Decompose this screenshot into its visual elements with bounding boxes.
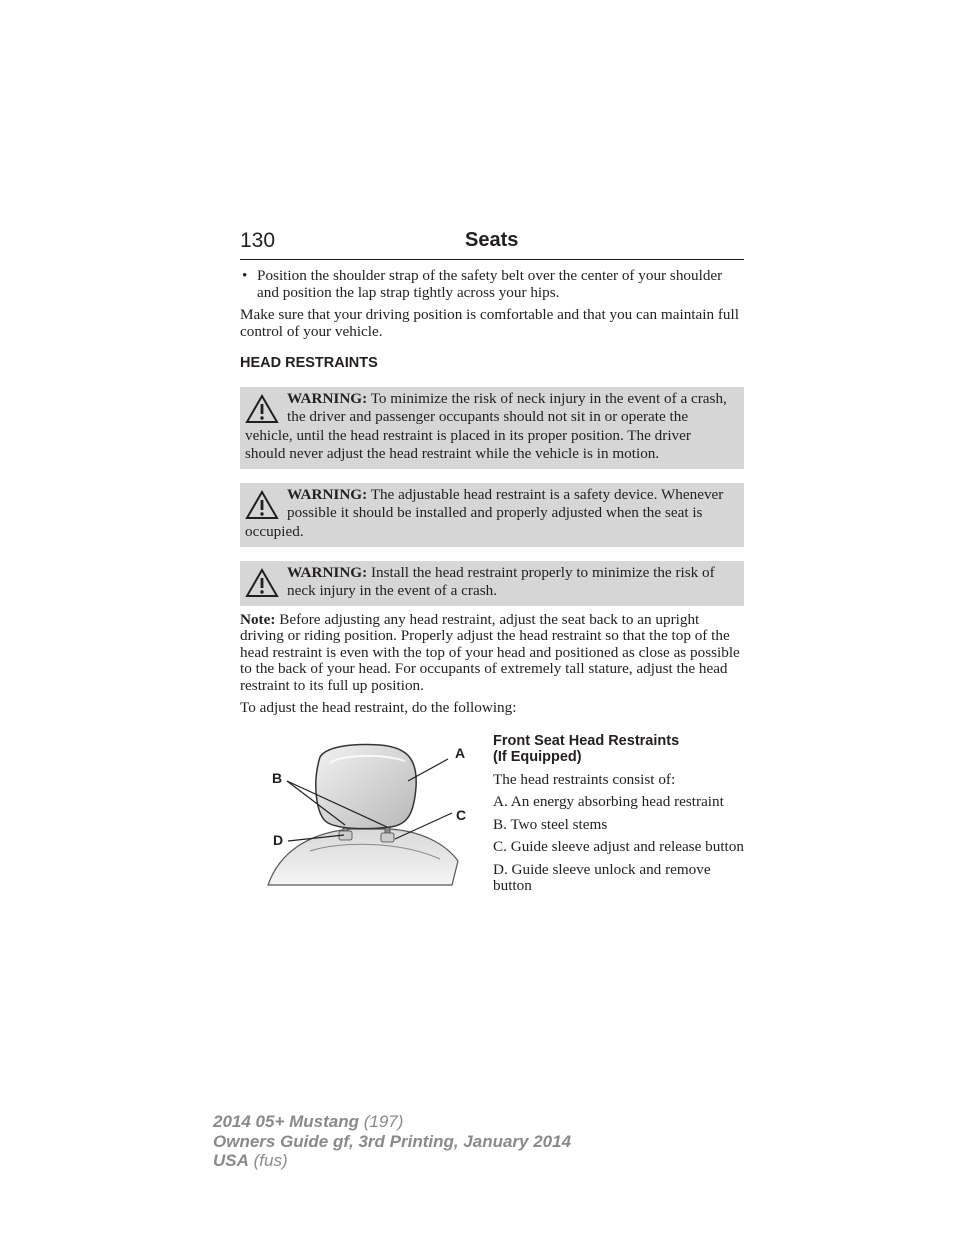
warning-box-2 [240,483,744,547]
seat-back-shape [268,829,458,885]
footer-region-code: (fus) [253,1151,288,1170]
section-title: Seats [465,229,519,251]
page-number: 130 [240,229,276,252]
warning-label: WARNING: [287,389,368,407]
front-seat-heading-line1: Front Seat Head Restraints [493,732,680,749]
warning-label: WARNING: [287,563,368,581]
warning-label: WARNING: [287,485,368,503]
bullet-icon: • [242,267,248,284]
warning-triangle-icon [245,394,279,424]
footer-model: 2014 05+ Mustang [213,1112,359,1131]
warning-box-3 [240,561,744,606]
footer-guide: Owners Guide gf, 3rd Printing, January 2014 [213,1131,572,1151]
warning-triangle-icon [245,490,279,520]
warning-box-1 [240,387,744,469]
instruction-paragraph: To adjust the head restraint, do the following: [240,699,517,717]
bullet-item [240,268,744,301]
footer-line-1 [213,1112,571,1132]
intro-paragraph: Make sure that your driving position is comfortable and that you can maintain full control of your vehicle. [240,306,739,340]
footer-line-3 [213,1151,571,1171]
section-heading: HEAD RESTRAINTS [240,355,378,371]
front-seat-intro: The head restraints consist of: [493,770,676,788]
figure-label-c: C [456,806,467,823]
note-paragraph [240,612,744,695]
list-item: A. An energy absorbing head restraint [493,793,724,811]
footer-model-code: (197) [363,1112,404,1131]
note-text: Before adjusting any head restraint, adjust the seat back to an upright driving or riding position. Properly adjust the head restraint so that the top of the head restraint is even with the top of your head and positioned as close as possible to the back of your head. For occupants of extremely tall stature, adjust the head restraint to its full up position. [240,610,740,694]
note-label: Note: [240,610,276,628]
warning-text: Install the head restraint properly to minimize the risk of neck injury in the event of a crash. [287,563,715,600]
page-content [240,268,744,948]
front-seat-heading-line2: (If Equipped) [493,748,582,765]
front-seat-description [493,733,745,901]
bullet-text: Position the shoulder strap of the safety belt over the center of your shoulder and position the lap strap tightly across your hips. [257,267,723,301]
list-item: D. Guide sleeve unlock and remove button [493,860,711,895]
warning-triangle-icon [245,568,279,598]
list-item: C. Guide sleeve adjust and release button [493,838,744,856]
page-footer [213,1112,571,1171]
warning-text: To minimize the risk of neck injury in the event of a crash, the driver and passenger occupants should not sit in or operate the vehicle, until the head restraint is placed in its proper position. The driver should never adjust the head restraint while the vehicle is in motion. [245,389,727,463]
figure-label-d: D [273,831,284,848]
head-restraint-illustration [240,733,484,913]
figure-row [240,733,744,948]
footer-line-2 [213,1132,571,1152]
figure-label-a: A [455,744,466,761]
figure-label-b: B [272,769,283,786]
front-seat-heading [493,733,745,765]
page-header [240,229,744,260]
warning-text: The adjustable head restraint is a safety device. Whenever possible it should be installed and properly adjusted when the seat is occupied. [245,485,724,541]
head-restraint-shape [316,744,416,828]
list-item: B. Two steel stems [493,815,608,833]
footer-region: USA [213,1151,249,1170]
